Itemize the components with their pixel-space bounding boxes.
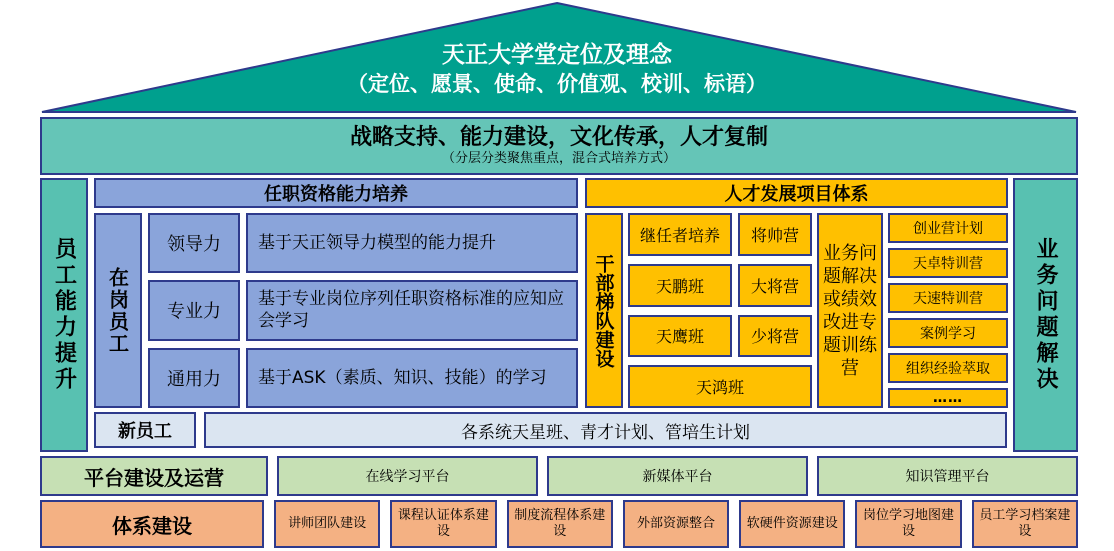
qualification-body	[94, 213, 578, 408]
list-item-case-study: 案例学习	[888, 318, 1008, 348]
grid-cell-jiangshuai-camp: 将帅营	[738, 213, 812, 256]
row-desc-leadership: 基于天正领导力模型的能力提升	[246, 213, 578, 273]
onjob-employee-label: 在岗员工	[94, 213, 142, 408]
row-desc-general: 基于ASK（素质、知识、技能）的学习	[246, 348, 578, 408]
system-item-learning-archive: 员工学习档案建设	[972, 500, 1078, 548]
system-item-process-system: 制度流程体系建设	[507, 500, 613, 548]
business-problem-camp-label: 业务问题解决或绩效改进专题训练营	[817, 213, 883, 408]
roof-title: 天正大学堂定位及理念	[442, 42, 672, 68]
new-employee-label: 新员工	[94, 412, 196, 448]
new-employee-row	[94, 412, 1007, 448]
system-row	[40, 500, 1078, 548]
platform-item-new-media: 新媒体平台	[547, 456, 808, 496]
grid-cell-tianpeng-class: 天鹏班	[628, 264, 732, 307]
system-item-external-resources: 外部资源整合	[623, 500, 729, 548]
banner-subtitle: （分层分类聚焦重点，混合式培养方式）	[441, 151, 676, 166]
roof-text	[0, 40, 1114, 98]
platform-header: 平台建设及运营	[40, 456, 268, 496]
roof-section	[0, 0, 1114, 115]
platform-row	[40, 456, 1078, 496]
roof-subtitle: （定位、愿景、使命、价值观、校训、标语）	[347, 72, 767, 96]
talent-right-list	[888, 213, 1008, 408]
row-desc-professional: 基于专业岗位序列任职资格标准的应知应会学习	[246, 280, 578, 340]
right-vertical-bar: 业务问题解决	[1013, 178, 1078, 452]
row-label-general: 通用力	[148, 348, 240, 408]
list-item-ellipsis: ……	[888, 388, 1008, 408]
grid-cell-tianhong-class: 天鸿班	[628, 365, 812, 408]
talent-grid-row	[628, 213, 812, 256]
grid-cell-successor: 继任者培养	[628, 213, 732, 256]
platform-item-knowledge-mgmt: 知识管理平台	[817, 456, 1078, 496]
list-item-experience-extraction: 组织经验萃取	[888, 353, 1008, 383]
talent-grid	[628, 213, 812, 408]
talent-header: 人才发展项目体系	[585, 178, 1008, 208]
left-vertical-bar: 员工能力提升	[40, 178, 88, 452]
new-employee-desc: 各系统天星班、青才计划、管培生计划	[204, 412, 1007, 448]
row-label-leadership: 领导力	[148, 213, 240, 273]
talent-grid-row	[628, 264, 812, 307]
qualification-row	[148, 280, 578, 340]
qualification-row	[148, 348, 578, 408]
row-label-professional: 专业力	[148, 280, 240, 340]
system-header: 体系建设	[40, 500, 264, 548]
qualification-header: 任职资格能力培养	[94, 178, 578, 208]
grid-cell-shaojiang-camp: 少将营	[738, 315, 812, 358]
grid-cell-dajiang-camp: 大将营	[738, 264, 812, 307]
qualification-rows	[148, 213, 578, 408]
system-item-hardware-software: 软硬件资源建设	[739, 500, 845, 548]
talent-grid-row	[628, 315, 812, 358]
cadre-ladder-label: 干部梯队建设	[585, 213, 623, 408]
system-item-trainer-team: 讲师团队建设	[274, 500, 380, 548]
grid-cell-tianying-class: 天鹰班	[628, 315, 732, 358]
talent-grid-row	[628, 365, 812, 408]
qualification-row	[148, 213, 578, 273]
list-item-startup-camp: 创业营计划	[888, 213, 1008, 243]
system-item-learning-map: 岗位学习地图建设	[855, 500, 961, 548]
banner-title: 战略支持、能力建设，文化传承，人才复制	[349, 125, 768, 150]
system-item-course-certification: 课程认证体系建设	[390, 500, 496, 548]
strategy-banner	[40, 117, 1078, 175]
talent-body	[585, 213, 1008, 408]
list-item-tianzhuo-camp: 天卓特训营	[888, 248, 1008, 278]
list-item-tiansu-camp: 天速特训营	[888, 283, 1008, 313]
main-body	[40, 178, 1078, 452]
platform-item-online-learning: 在线学习平台	[277, 456, 538, 496]
